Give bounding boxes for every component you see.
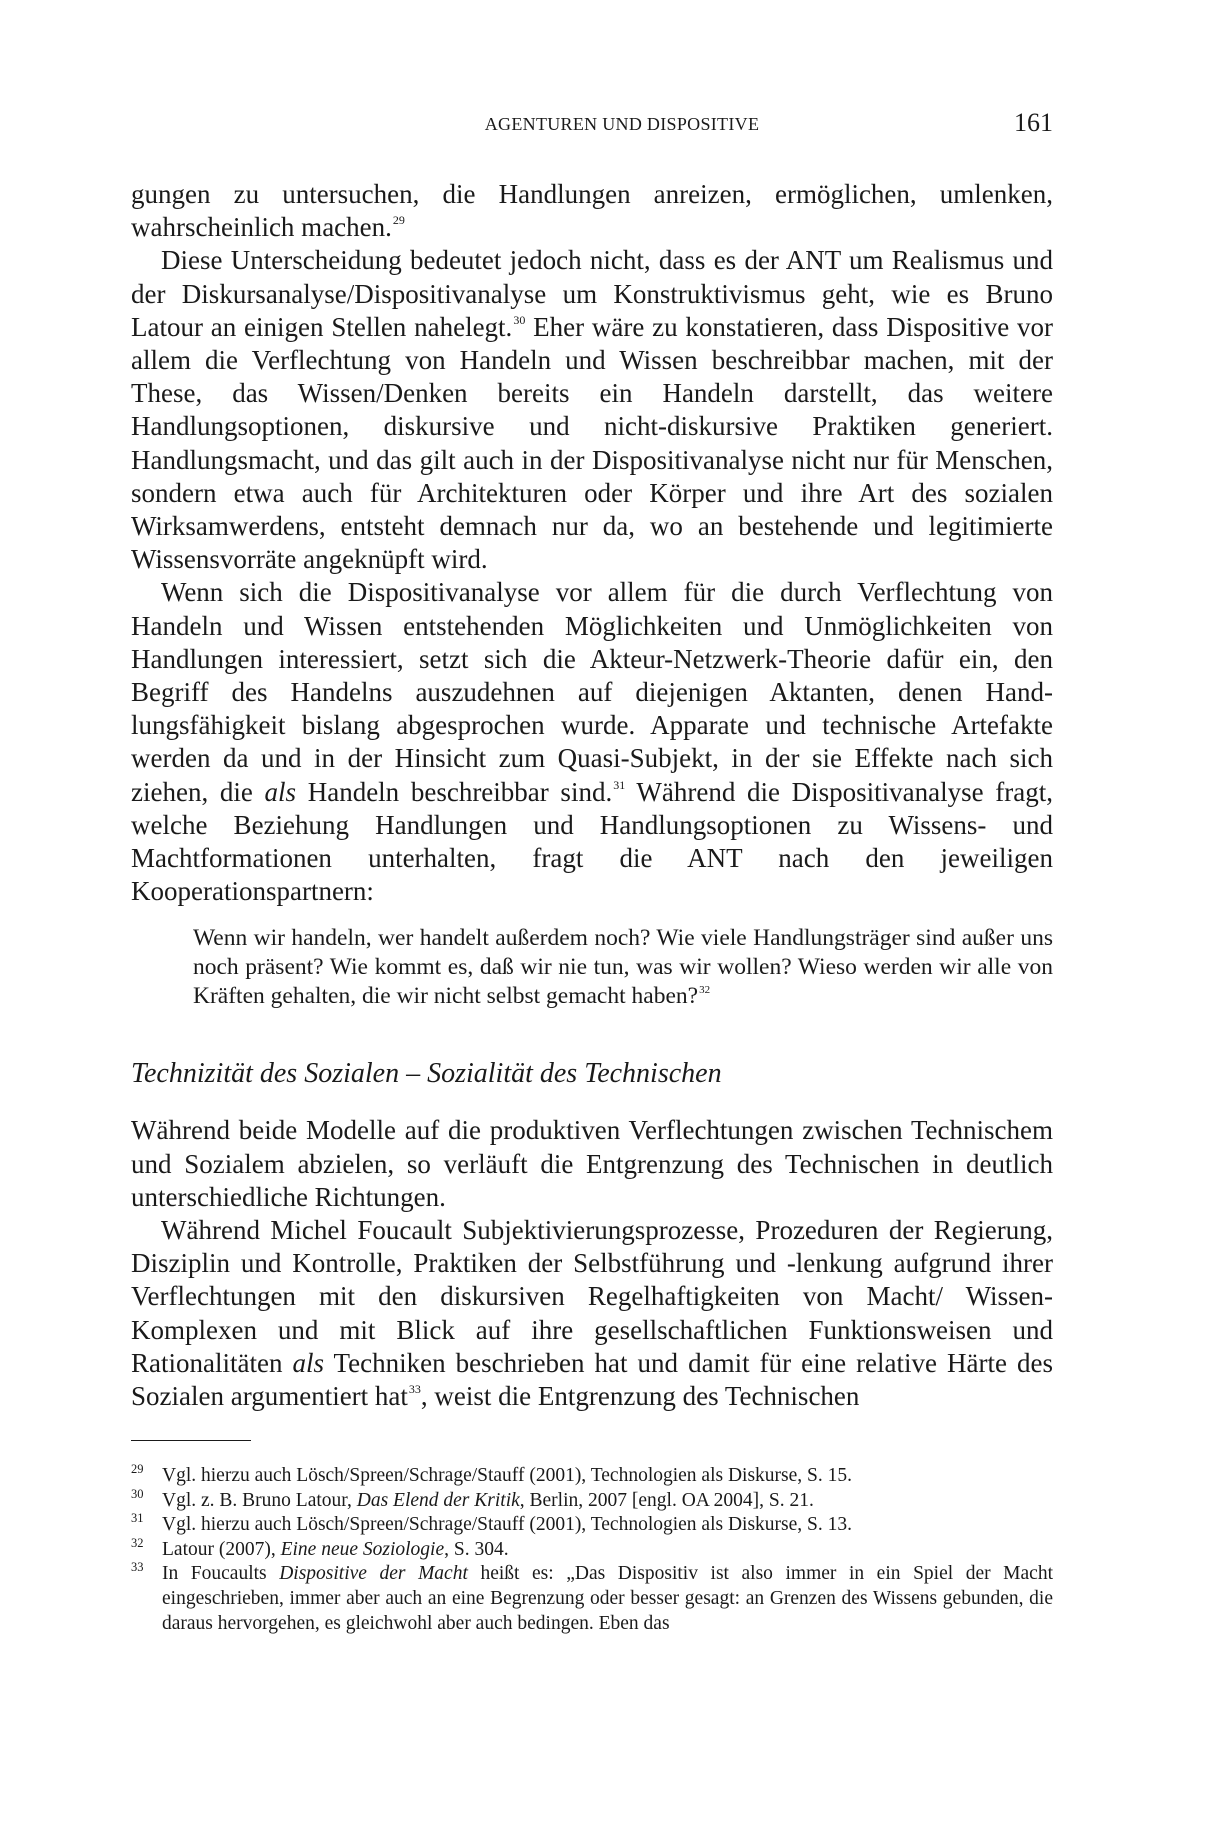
footnotes [131,1464,1053,1636]
footnote-ref-32: 32 [699,984,711,997]
footnote-text: Vgl. hierzu auch Lösch/Spreen/Schrage/Stauff (2001), Technologien als Diskurse, S. 15. [162,1465,853,1486]
paragraph-3-text-c: Während die Dispositivanalyse fragt, welche Beziehung Handlungen und Handlungsoptionen zu Wissens- und Machtformationen unterhalten, fragt die ANT nach den jeweiligen Kooperationspartnern: [131,776,1054,907]
paragraph-5-text-c: , weist die Entgrenzung des Technischen [420,1381,860,1412]
footnote-33 [131,1562,1053,1636]
footnote-30 [131,1486,1053,1514]
footnote-text-a: Latour (2007), [162,1538,281,1560]
paragraph-5-emphasis: als [292,1347,324,1378]
paragraph-2 [131,244,1053,576]
footnote-29 [131,1464,1053,1489]
footnote-number: 30 [131,1486,144,1501]
paragraph-3-text-a: Wenn sich die Dispositivanalyse vor allem für die durch Verflechtung von Handeln und Wissen entstehenden Möglichkeiten und Unmöglichkeiten von Handlungen interessiert, setzt sich die Akteur-Netzwerk-Theorie dafür ein, den Begriff des Handelns auszudehnen auf diejenigen Aktanten, denen Handlungsfähigkeit bislang abgesprochen wurde. Apparate und technische Artefakte werden da und in der Hinsicht zum Quasi-Subjekt, in der sie Effekte nach sich ziehen, die [131,577,1053,807]
block-quote [193,924,1053,1011]
paragraph-5-text-b: Techniken beschrieben hat und damit für eine relative Härte des Sozialen argumentiert hat [131,1347,1054,1412]
footnote-text-a: In Foucaults [162,1563,280,1585]
footnote-text: Vgl. hierzu auch Lösch/Spreen/Schrage/Stauff (2001), Technologien als Diskurse, S. 13. [162,1514,853,1536]
paragraph-4: Während beide Modelle auf die produktiven Verflechtungen zwischen Technischem und Sozialem abzielen, so verläuft die Entgrenzung des Technischen in deutlich unterschiedliche Richtungen. [131,1115,1053,1212]
body-text [131,178,1053,1413]
footnote-title: Eine neue Soziologie [280,1538,445,1560]
footnote-number: 33 [131,1560,144,1575]
paragraph-3-text-b: Handeln beschreibbar sind. [296,776,613,807]
footnote-title: Dispositive der Macht [279,1563,468,1585]
footnote-title: Das Elend der Kritik [356,1489,520,1511]
running-title: AGENTUREN UND DISPOSITIVE [484,114,760,134]
page-number: 161 [1014,108,1053,137]
paragraph-3 [131,576,1053,908]
paragraph-1 [131,178,1053,244]
paragraph-2-text-a: Diese Unterscheidung bedeutet jedoch nicht, dass es der ANT um Realismus und der Diskursanalyse/Dispositivanalyse um Konstruktivismus geht, wie es Bruno Latour an einigen Stellen nahelegt. [131,245,1053,342]
footnote-number: 32 [131,1535,144,1550]
footnote-number: 31 [131,1511,144,1526]
footnote-ref-31: 31 [613,777,626,792]
running-head [131,108,1053,142]
footnote-ref-33: 33 [408,1382,421,1397]
block-quote-text: Wenn wir handeln, wer handelt außerdem noch? Wie viele Handlungsträger sind außer uns noch präsent? Wie kommt es, daß wir nie tun, was wir wollen? Wieso werden wir alle von Kräften gehalten, die wir nicht selbst gemacht haben? [193,925,1053,1010]
footnote-32 [131,1535,1053,1563]
section-heading: Technizität des Sozialen – Sozialität des Technischen [131,1058,722,1090]
footnote-ref-30: 30 [513,312,526,327]
paragraph-1-text: gungen zu untersuchen, die Handlungen anreizen, ermöglichen, umlenken, wahrscheinlich machen. [131,179,1053,243]
footnote-text-b: heißt es: „Das Dispositiv ist also immer in ein Spiel der Macht eingeschrieben, immer aber auch an eine Begrenzung oder besser gesagt: an Grenzen des Wissens gebunden, die daraus hervorgehen, es gleichwohl aber auch bedingen. Eben das [162,1563,1053,1634]
footnote-text-a: Vgl. z. B. Bruno Latour, [162,1489,357,1511]
footnote-text-b: , S. 304. [444,1538,509,1560]
footnote-divider [131,1440,251,1441]
footnote-ref-29: 29 [392,213,405,228]
paragraph-3-emphasis: als [264,776,297,807]
footnote-number: 29 [131,1462,144,1476]
paragraph-2-text-b: Eher wäre zu konstatieren, dass Dispositive vor allem die Verflechtung von Handeln und Wissen beschreibbar machen, mit der These, das Wissen/Denken bereits ein Handeln darstellt, das weitere Handlungsoptionen, diskursive und nicht-diskursive Praktiken generiert. Handlungsmacht, und das gilt auch in der Dispositivanalyse nicht nur für Menschen, sondern etwa auch für Architekturen oder Körper und ihre Art des sozialen Wirksamwerdens, entsteht demnach nur da, wo an bestehende und legitimierte Wissensvorräte angeknüpft wird. [131,311,1053,575]
paragraph-5 [131,1214,1053,1413]
footnote-text-b: , Berlin, 2007 [engl. OA 2004], S. 21. [519,1489,814,1511]
footnote-31 [131,1513,1053,1538]
paragraph-5-text-a: Während Michel Foucault Subjektivierungsprozesse, Prozeduren der Regierung, Disziplin und Kontrolle, Praktiken der Selbstführung und -lenkung aufgrund ihrer Verflechtungen mit den diskursiven Regelhaftigkeiten von Macht/ Wissen-Komplexen und mit Blick auf ihre gesellschaftlichen Funktionsweisen und Rationalitäten [131,1215,1053,1378]
